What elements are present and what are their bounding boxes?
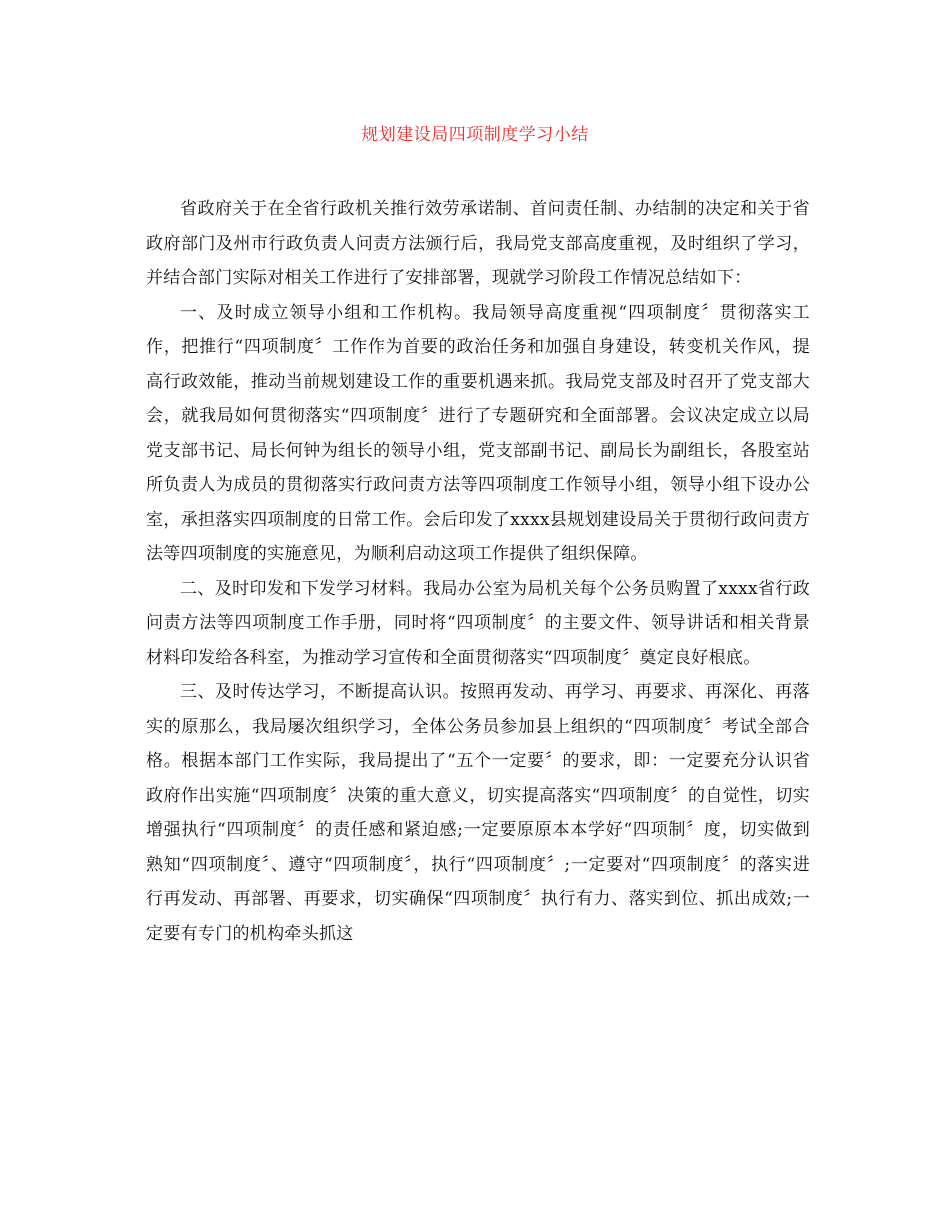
document-title: 规划建设局四项制度学习小结 bbox=[361, 125, 589, 145]
paragraph-section-1: 一、及时成立领导小组和工作机构。我局领导高度重视“四项制度〞贯彻落实工作，把推行“四项制度〞工作作为首要的政治任务和加强自身建设，转变机关作风，提高行政效能，推动当前规划建设工作的重要机遇来抓。我局党支部及时召开了党支部大会，就我局如何贯彻落实“四项制度〞进行了专题研究和全面部署。会议决定成立以局党支部书记、局长何钟为组长的领导小组，党支部副书记、副局长为副组长，各股室站所负责人为成员的贯彻落实行政问责方法等四项制度工作领导小组，领导小组下设办公室，承担落实四项制度的日常工作。会后印发了xxxx县规划建设局关于贯彻行政问责方法等四项制度的实施意见，为顺利启动这项工作提供了组织保障。 bbox=[146, 302, 810, 564]
document-body bbox=[146, 192, 810, 951]
paragraph-section-2: 二、及时印发和下发学习材料。我局办公室为局机关每个公务员购置了xxxx省行政问责方法等四项制度工作手册，同时将“四项制度〞的主要文件、领导讲话和相关背景材料印发给各科室，为推动学习宣传和全面贯彻落实“四项制度〞奠定良好根底。 bbox=[146, 578, 810, 668]
paragraph-section-3: 三、及时传达学习，不断提高认识。按照再发动、再学习、再要求、再深化、再落实的原那么，我局屡次组织学习，全体公务员参加县上组织的“四项制度〞考试全部合格。根据本部门工作实际，我局提出了“五个一定要〞的要求，即：一定要充分认识省政府作出实施“四项制度〞决策的重大意义，切实提高落实“四项制度〞的自觉性，切实增强执行“四项制度〞的责任感和紧迫感;一定要原原本本学好“四项制〞度，切实做到熟知“四项制度〞、遵守“四项制度〞，执行“四项制度〞;一定要对“四项制度〞的落实进行再发动、再部署、再要求，切实确保“四项制度〞执行有力、落实到位、抓出成效;一定要有专门的机构牵头抓这 bbox=[146, 682, 810, 944]
paragraph-intro: 省政府关于在全省行政机关推行效劳承诺制、首问责任制、办结制的决定和关于省政府部门及州市行政负责人问责方法颁行后，我局党支部高度重视，及时组织了学习，并结合部门实际对相关工作进行了安排部署，现就学习阶段工作情况总结如下： bbox=[146, 199, 810, 288]
